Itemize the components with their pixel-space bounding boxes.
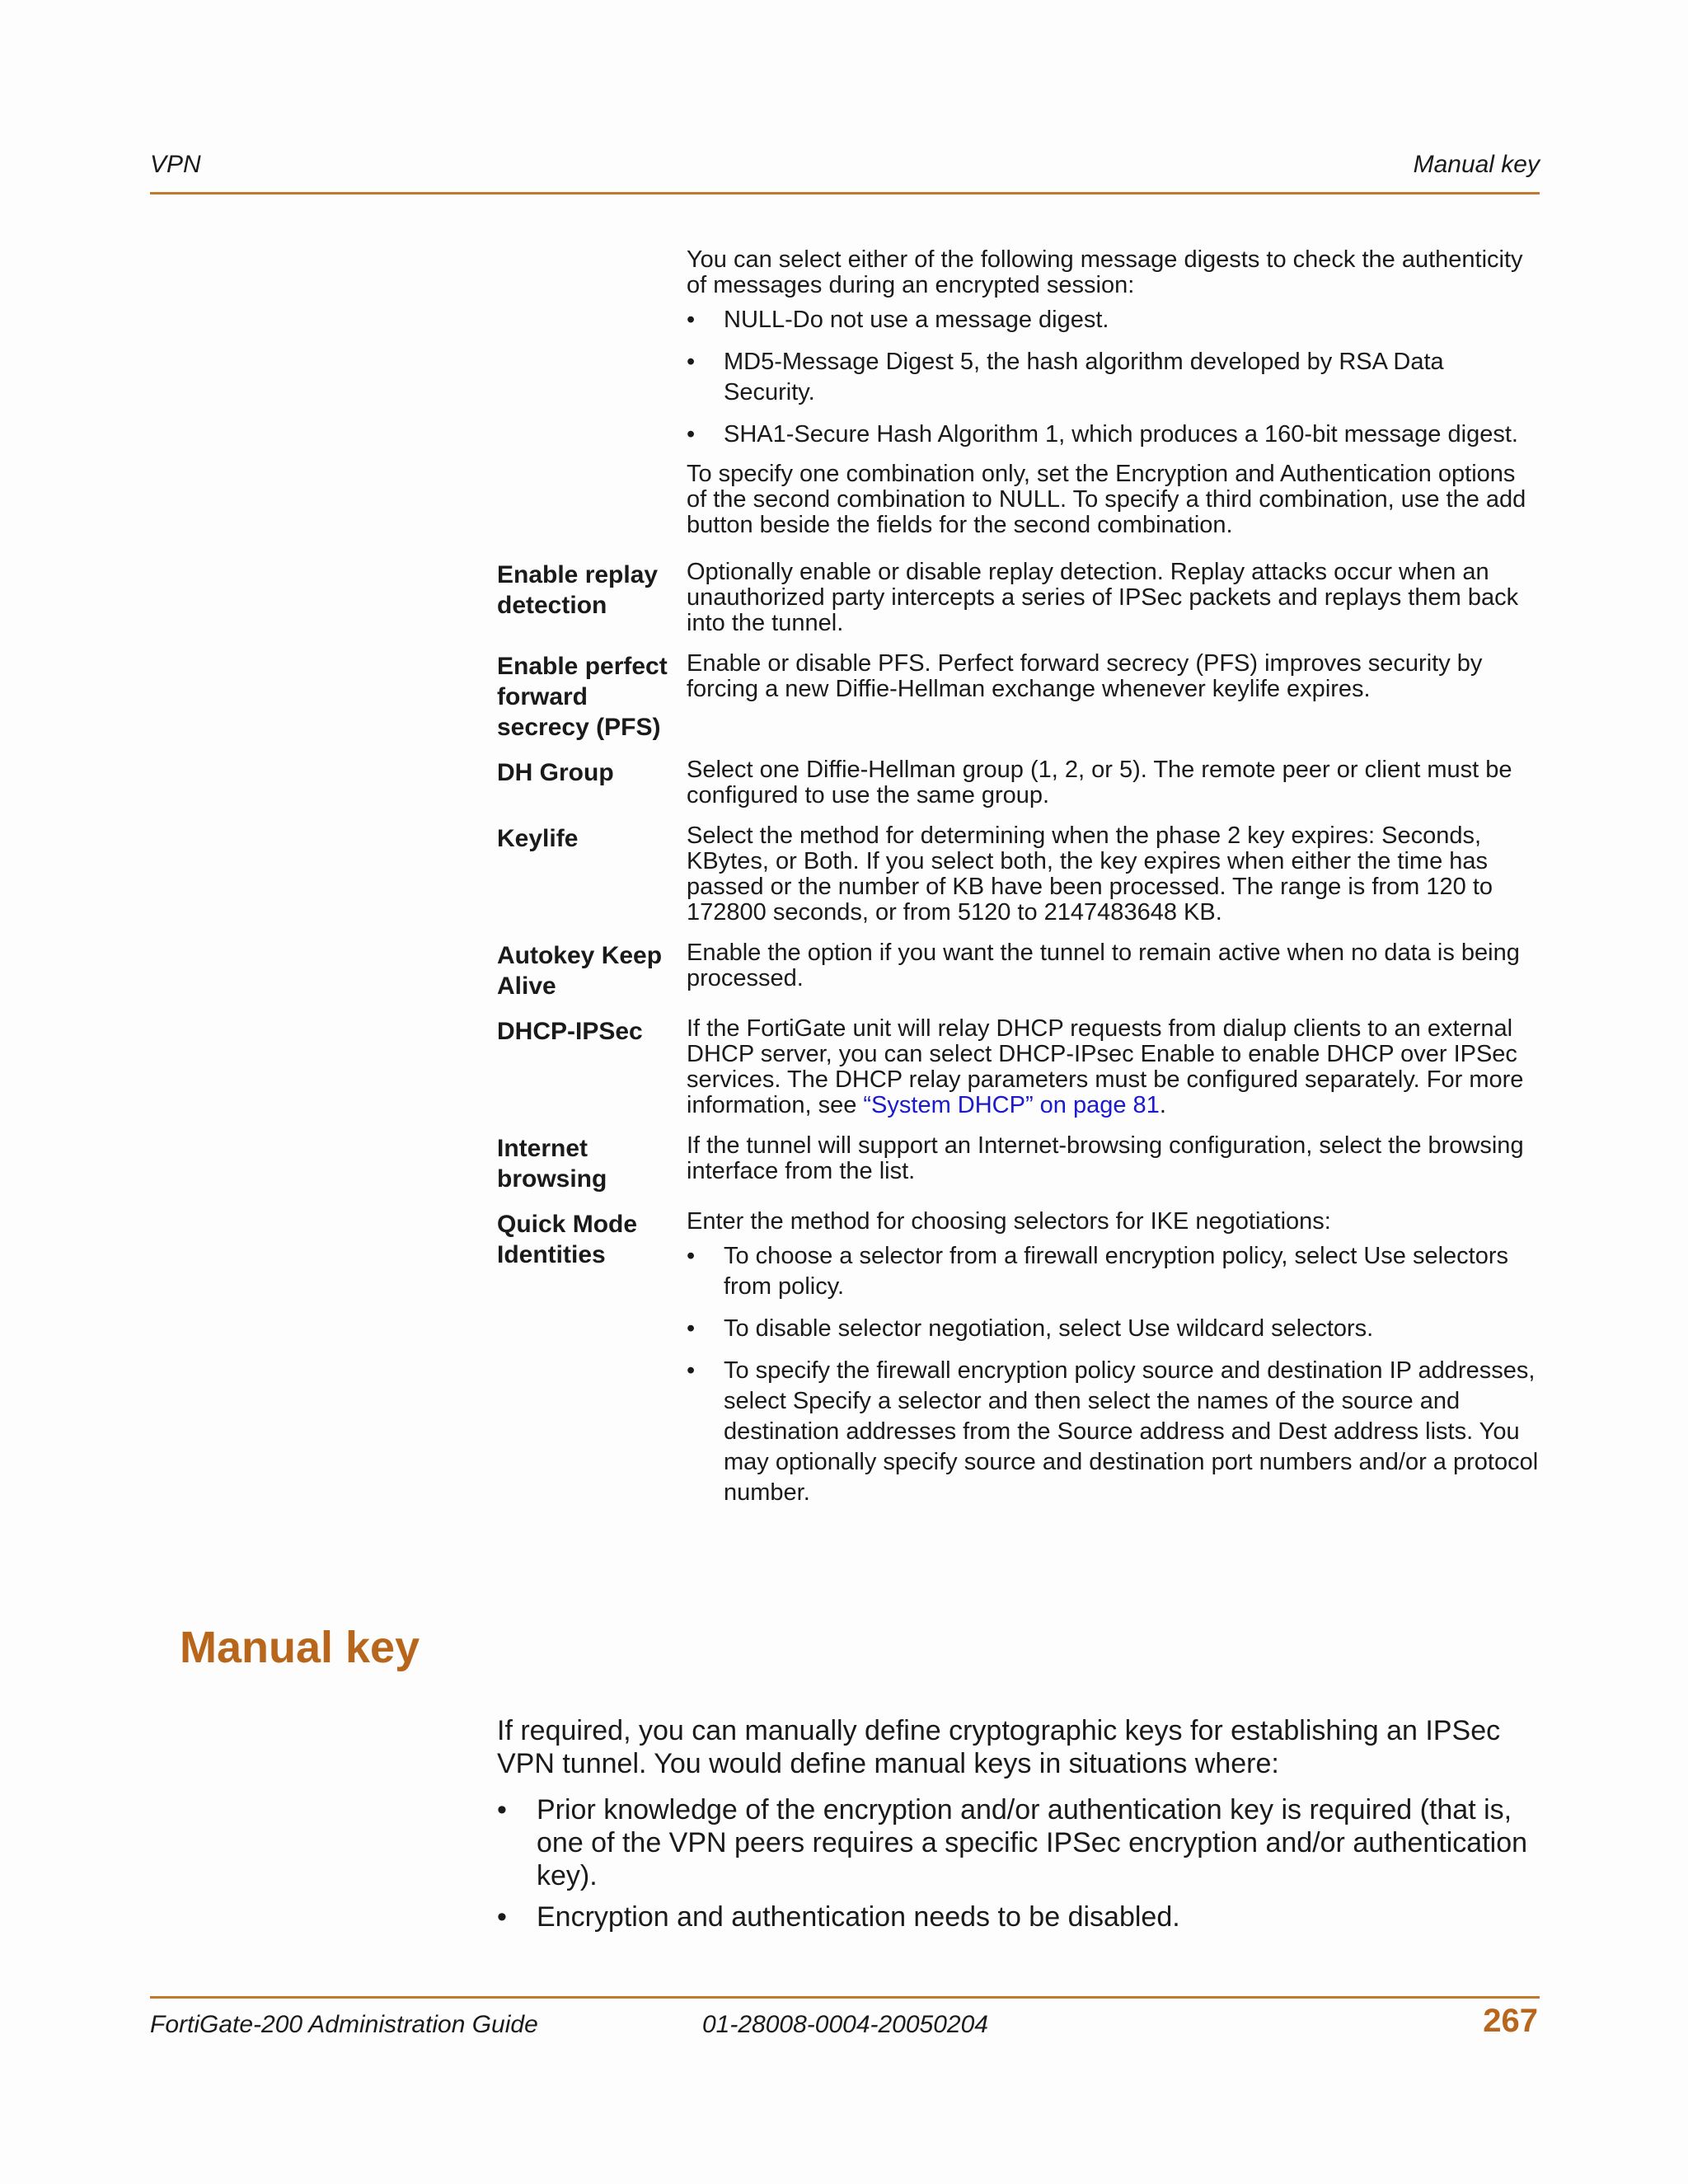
row-description [687,247,1540,545]
footer-guide-title: FortiGate-200 Administration Guide [150,2011,538,2038]
combination-note: To specify one combination only, set the Encryption and Authentication options of the second combination to NULL. To specify a third combination, use the add button beside the fields for the second combination. [687,461,1526,538]
list-item: • SHA1-Secure Hash Algorithm 1, which produces a 160-bit message digest. [687,421,1518,448]
row-description: Optionally enable or disable replay detection. Replay attacks occur when an unauthorized party intercepts a series of IPSec packets and replays them back into the tunnel. [687,559,1519,636]
page-number: 267 [1483,2003,1538,2039]
intro-text: You can select either of the following message digests to check the authenticity of messages during an encrypted session: [687,246,1523,298]
table-row [497,940,1540,1001]
footer-rule [150,1996,1540,1999]
list-item: • MD5-Message Digest 5, the hash algorithm developed by RSA Data Security. [687,349,1444,405]
list-item: • To choose a selector from a firewall encryption policy, select Use selectors from policy. [687,1243,1509,1300]
table-row-message-digest [497,247,1540,545]
row-label: Enable perfect forward secrecy (PFS) [497,653,668,741]
settings-table [497,247,1540,1535]
row-label: Autokey Keep Alive [497,942,663,1000]
quick-mode-intro: Enter the method for choosing selectors for IKE negotiations: [687,1208,1331,1235]
row-label: Enable replay detection [497,561,659,619]
row-description: If the FortiGate unit will relay DHCP requests from dialup clients to an external DHCP server, you can select DHCP-IPsec Enable to enable DHCP over IPSec services. The DHCP relay parameters must be configured separately. For more information, see “System DHCP” on page 81. [687,1015,1524,1118]
running-header-right: Manual key [1413,151,1540,178]
row-description [687,1209,1540,1520]
table-row [497,560,1540,636]
row-description: Select the method for determining when the phase 2 key expires: Seconds, KBytes, or Both. If you select both, the key expires when either the time has passed or the number of KB have been processed. The range is from 120 to 172800 seconds, or from 5120 to 2147483648 KB. [687,823,1493,926]
row-label [497,247,687,545]
digest-list [687,305,1540,450]
row-label: Quick Mode Identities [497,1211,638,1268]
section-body [497,1714,1540,1945]
table-row-dhcp-ipsec [497,1016,1540,1118]
row-label: Internet browsing [497,1135,607,1193]
table-row [497,651,1540,743]
list-item: • To disable selector negotiation, select Use wildcard selectors. [687,1315,1374,1342]
footer-doc-number: 01-28008-0004-20050204 [702,2011,988,2038]
section-paragraph: If required, you can manually define cryptographic keys for establishing an IPSec VPN tunnel. You would define manual keys in situations where: [497,1715,1501,1779]
row-label: Keylife [497,825,579,852]
table-row-internet-browsing [497,1133,1540,1194]
list-item: • To specify the firewall encryption policy source and destination IP addresses, select Specify a selector and then select the names of the source and destination addresses from the Source address and Dest address lists. You may optionally specify source and destination port numbers and/or a protocol number. [687,1357,1539,1506]
row-description: If the tunnel will support an Internet-browsing configuration, select the browsing interface from the list. [687,1132,1524,1184]
row-description: Enable or disable PFS. Perfect forward secrecy (PFS) improves security by forcing a new Diffie-Hellman exchange whenever keylife expires. [687,650,1483,702]
row-description: Select one Diffie-Hellman group (1, 2, or 5). The remote peer or client must be configured to use the same group. [687,757,1512,808]
row-description: Enable the option if you want the tunnel to remain active when no data is being processed. [687,940,1520,991]
list-item: • Prior knowledge of the encryption and/or authentication key is required (that is, one of the VPN peers requires a specific IPSec encryption and/or authentication key). [497,1794,1528,1891]
header-rule [150,192,1540,194]
list-item: • NULL-Do not use a message digest. [687,307,1109,333]
table-row-quick-mode [497,1209,1540,1520]
table-row [497,823,1540,926]
table-row [497,757,1540,808]
row-label: DHCP-IPSec [497,1018,643,1045]
row-label: DH Group [497,759,614,786]
section-list [497,1793,1540,1933]
list-item: • Encryption and authentication needs to be disabled. [497,1901,1180,1933]
system-dhcp-link[interactable]: “System DHCP” on page 81 [863,1092,1160,1118]
section-title: Manual key [180,1623,420,1672]
selector-list [687,1241,1540,1508]
running-header-left: VPN [150,151,201,178]
